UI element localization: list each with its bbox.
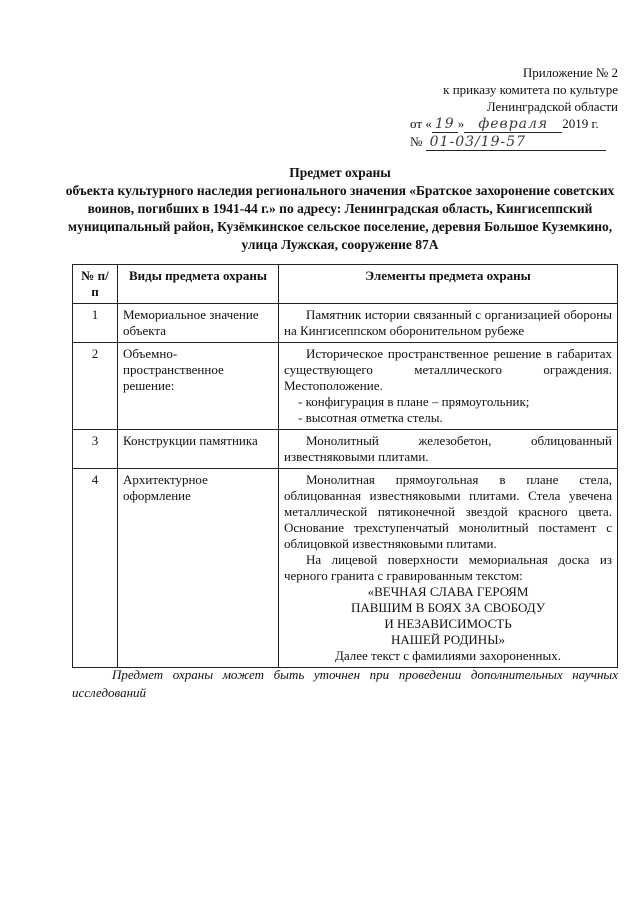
inscription-line: НАШЕЙ РОДИНЫ» [390, 632, 506, 647]
row-kind: Конструкции памятника [118, 430, 279, 469]
inscription-line: ПАВШИМ В БОЯХ ЗА СВОБОДУ [350, 600, 546, 615]
row-num: 3 [73, 430, 118, 469]
row-bullet: - высотная отметка стелы. [298, 410, 443, 425]
row-elements [279, 430, 618, 469]
row-bullet: - конфигурация в плане – прямоугольник; [298, 394, 530, 409]
date-mid: » [457, 116, 465, 131]
row-text-plaque: На лицевой поверхности мемориальная доска из черного гранита с гравированным текстом: [284, 552, 612, 583]
doc-number-value: 01-03/19-57 [426, 135, 606, 151]
row-elements [279, 304, 618, 343]
num-prefix: № [410, 134, 423, 149]
appendix-region: Ленинградской области [486, 99, 618, 114]
table-row [73, 469, 618, 668]
row-elements [279, 469, 618, 668]
row-num: 4 [73, 469, 118, 668]
row-kind: Объемно-пространственное решение: [118, 343, 279, 430]
date-prefix: от « [410, 116, 432, 131]
row-kind: Мемориальное значение объекта [118, 304, 279, 343]
row-text: Монолитная прямоугольная в плане стела, облицованная известняковыми плитами. Стела увечена металлической пятиконечной звездой красного цвета. Основание трехступенчатый монолитный постамент с облицовкой известняковыми плитами. [284, 472, 612, 551]
appendix-block [408, 64, 618, 151]
header-elements: Элементы предмета охраны [279, 265, 618, 304]
row-num: 2 [73, 343, 118, 430]
inscription-line: И НЕЗАВИСИМОСТЬ [384, 616, 512, 631]
row-text-names: Далее текст с фамилиями захороненных. [335, 648, 561, 663]
table-row [73, 430, 618, 469]
title-body: объекта культурного наследия регионального значения «Братское захоронение советских воинов, погибших в 1941-44 г.» по адресу: Ленинградская область, Кингисеппский муниципальный район, Кузёмкинское сельское поселение, деревня Большое Куземкино, улица Лужская, сооружение 87А [65, 183, 615, 252]
protection-table [72, 264, 618, 668]
title-heading: Предмет охраны [289, 165, 391, 180]
row-text: Памятник истории связанный с организацией обороны на Кингисеппском оборонительном рубеже [284, 307, 612, 338]
row-elements [279, 343, 618, 430]
appendix-doc-number [408, 133, 618, 151]
inscription-line: «ВЕЧНАЯ СЛАВА ГЕРОЯМ [367, 584, 529, 599]
date-month: февраля [464, 117, 562, 133]
date-year: 2019 г. [562, 116, 599, 131]
row-text: Историческое пространственное решение в габаритах существующего металлического ограждения. Местоположение. [284, 346, 612, 393]
appendix-date [408, 115, 618, 133]
table-row [73, 343, 618, 430]
appendix-order-ref: к приказу комитета по культуре [443, 82, 618, 97]
row-num: 1 [73, 304, 118, 343]
row-text: Монолитный железобетон, облицованный известняковыми плитами. [284, 433, 612, 464]
header-kind: Виды предмета охраны [118, 265, 279, 304]
header-num: № п/п [73, 265, 118, 304]
date-day: 19 [432, 117, 458, 133]
appendix-number: Приложение № 2 [522, 65, 618, 80]
document-title [60, 164, 620, 254]
table-row [73, 304, 618, 343]
footer-note: Предмет охраны может быть уточнен при проведении дополнительных научных исследований [72, 667, 618, 700]
table-header-row [73, 265, 618, 304]
row-kind: Архитектурное оформление [118, 469, 279, 668]
